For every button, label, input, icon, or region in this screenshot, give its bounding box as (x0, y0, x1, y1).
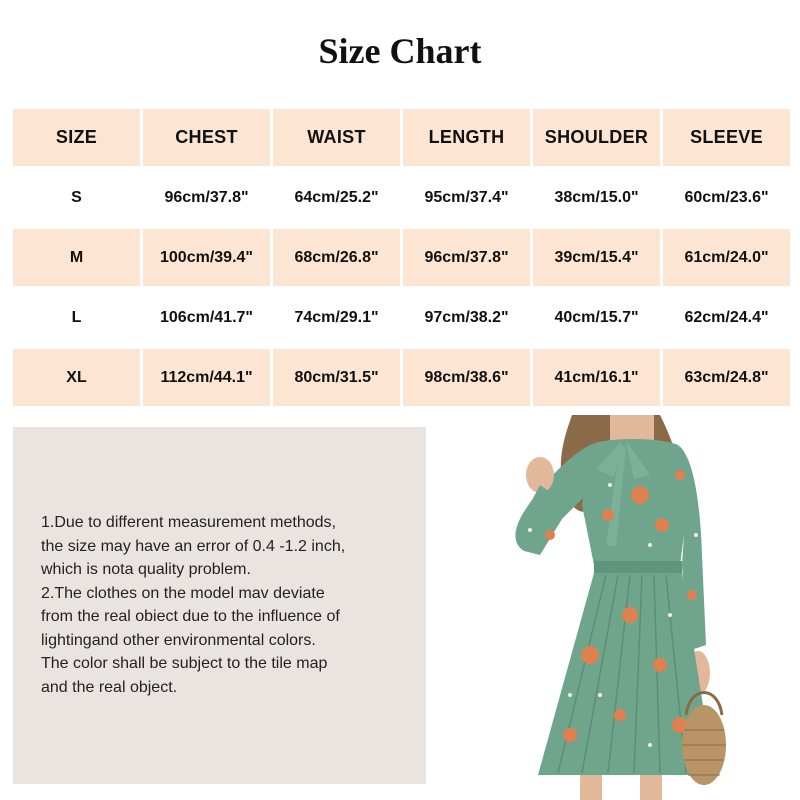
table-cell: 68cm/26.8" (273, 229, 400, 286)
table-cell: XL (13, 349, 140, 406)
table-cell: 38cm/15.0" (554, 188, 639, 206)
table-cell: 98cm/38.6" (403, 349, 530, 406)
table-cell: 100cm/39.4" (143, 229, 270, 286)
table-cell: 39cm/15.4" (533, 229, 660, 286)
neck (610, 415, 654, 443)
table-cell: 96cm/37.8" (403, 229, 530, 286)
note-line: lightingand other environmental colors. (41, 631, 316, 649)
header-cell-sleeve: SLEEVE (663, 109, 790, 166)
note-line: which is nota quality problem. (41, 561, 251, 578)
right-leg (640, 775, 662, 800)
table-cell: 64cm/25.2" (294, 188, 379, 206)
header-cell-shoulder: SHOULDER (533, 109, 660, 166)
page-title: Size Chart (318, 31, 482, 71)
table-cell: 97cm/38.2" (424, 308, 509, 326)
table-header-row (13, 109, 791, 166)
model-photo (510, 415, 730, 800)
table-cell: M (13, 229, 140, 286)
table-cell: 62cm/24.4" (684, 308, 769, 326)
table-cell: 40cm/15.7" (554, 308, 639, 326)
header-cell-length: LENGTH (403, 109, 530, 166)
note-line: from the real obiect due to the influence of (41, 608, 340, 625)
table-row (13, 289, 791, 346)
table-row (13, 349, 791, 406)
table-cell: 96cm/37.8" (164, 188, 249, 206)
note-line: The color shall be subject to the tile map (41, 655, 328, 672)
table-cell: 60cm/23.6" (684, 188, 769, 206)
notes-text (41, 511, 401, 699)
notes-panel (13, 427, 426, 784)
note-line: the size may have an error of 0.4 -1.2 inch, (41, 537, 346, 555)
table-cell: 106cm/41.7" (160, 308, 253, 326)
table-cell: 61cm/24.0" (663, 229, 790, 286)
waist-band (594, 561, 682, 575)
table-cell: 112cm/44.1" (143, 349, 270, 406)
table-cell: 63cm/24.8" (663, 349, 790, 406)
table-cell: 80cm/31.5" (273, 349, 400, 406)
table-row (13, 229, 791, 286)
header-cell-size: SIZE (13, 109, 140, 166)
table-cell: 74cm/29.1" (294, 308, 379, 326)
size-table (13, 109, 791, 409)
header-cell-waist: WAIST (273, 109, 400, 166)
note-line: 2.The clothes on the model mav deviate (41, 584, 325, 602)
table-cell: 41cm/16.1" (533, 349, 660, 406)
table-cell: 95cm/37.4" (424, 188, 509, 206)
table-cell: L (71, 308, 82, 326)
note-line: and the real object. (41, 678, 178, 696)
table-cell: S (71, 188, 82, 206)
left-leg (580, 775, 602, 800)
table-row (13, 169, 791, 226)
header-cell-chest: CHEST (143, 109, 270, 166)
note-line: 1.Due to different measurement methods, (41, 514, 336, 531)
